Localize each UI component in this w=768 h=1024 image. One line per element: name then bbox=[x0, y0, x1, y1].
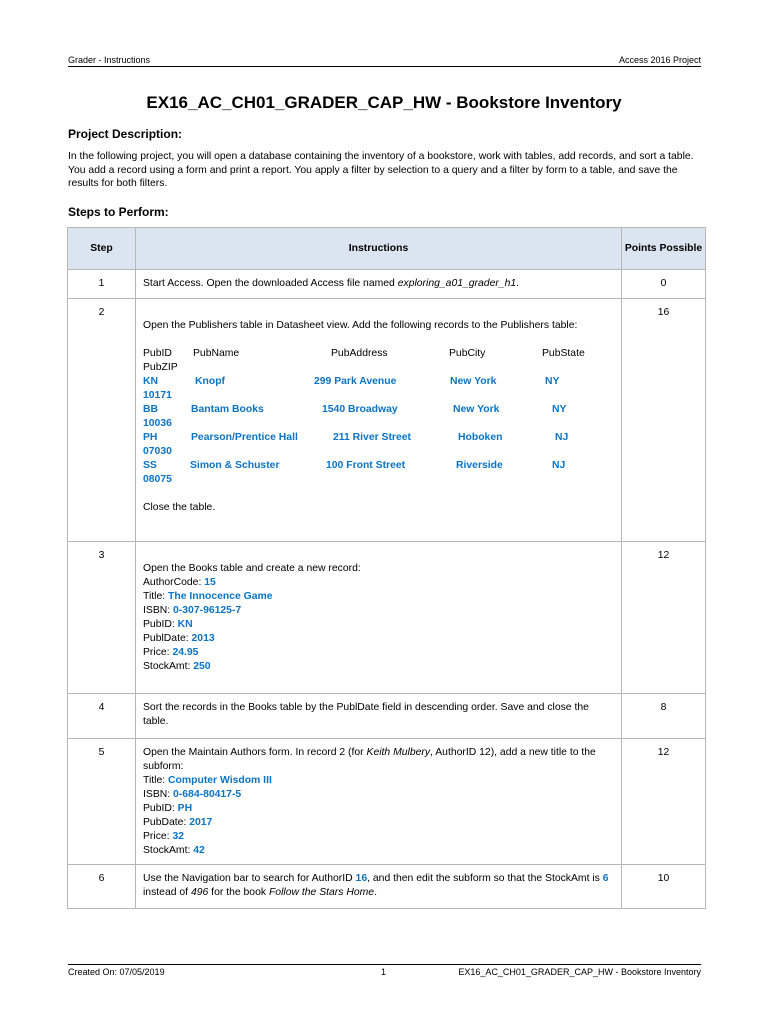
step-number: 3 bbox=[68, 542, 136, 694]
field-line: PubDate: 2017 bbox=[143, 817, 213, 828]
column-label: PubState bbox=[542, 348, 585, 359]
header-step: Step bbox=[68, 228, 136, 270]
column-label: PubID bbox=[143, 348, 172, 359]
field-line: Price: 24.95 bbox=[143, 647, 199, 658]
file-name: exploring_a01_grader_h1 bbox=[397, 278, 517, 289]
table-row bbox=[68, 694, 706, 739]
pub-city: New York bbox=[450, 376, 497, 387]
pub-id: BB bbox=[143, 404, 159, 415]
pub-state: NJ bbox=[552, 460, 566, 471]
field-value: PH bbox=[177, 803, 193, 814]
instruction-text: Open the Publishers table in Datasheet view. Add the following records to the Publishers table: bbox=[143, 320, 578, 331]
field-value: Computer Wisdom III bbox=[168, 775, 272, 786]
pub-zip: 08075 bbox=[143, 474, 172, 485]
pub-zip: 10036 bbox=[143, 418, 172, 429]
table-row bbox=[68, 270, 706, 299]
pub-state: NY bbox=[545, 376, 560, 387]
footer-page-number: 1 bbox=[381, 967, 387, 977]
pub-name: Simon & Schuster bbox=[190, 460, 280, 471]
pub-city: Riverside bbox=[456, 460, 503, 471]
footer-document-name: EX16_AC_CH01_GRADER_CAP_HW - Bookstore Inventory bbox=[458, 967, 701, 977]
step-instructions bbox=[136, 542, 622, 694]
field-line: Title: Computer Wisdom III bbox=[143, 775, 272, 786]
step-number: 1 bbox=[68, 270, 136, 299]
header-points: Points Possible bbox=[622, 228, 706, 270]
step-points: 0 bbox=[622, 270, 706, 299]
pub-id: KN bbox=[143, 376, 159, 387]
field-line: AuthorCode: 15 bbox=[143, 577, 216, 588]
book-title: Follow the Stars Home bbox=[268, 887, 375, 898]
field-line: StockAmt: 250 bbox=[143, 661, 211, 672]
column-label: PubName bbox=[193, 348, 240, 359]
header-left: Grader - Instructions bbox=[68, 55, 151, 65]
pub-address: 1540 Broadway bbox=[322, 404, 398, 415]
author-id-value: 16 bbox=[355, 873, 368, 884]
field-line: Price: 32 bbox=[143, 831, 185, 842]
publisher-record bbox=[143, 459, 614, 473]
document-title: EX16_AC_CH01_GRADER_CAP_HW - Bookstore Inventory bbox=[146, 93, 622, 112]
pub-id: SS bbox=[143, 460, 157, 471]
step-number: 4 bbox=[68, 694, 136, 739]
pub-address: 211 River Street bbox=[333, 432, 411, 443]
project-description-text: In the following project, you will open a database containing the inventory of a bookstore, work with tables, add records, and sort a table. You add a record using a form and print a report. You apply a filter by selection to a query and a filter by form to a table, and save the results for both filters. bbox=[68, 151, 694, 190]
field-value: 32 bbox=[172, 831, 185, 842]
step-points: 10 bbox=[622, 865, 706, 909]
field-line: Title: The Innocence Game bbox=[143, 591, 273, 602]
field-line: ISBN: 0-684-80417-5 bbox=[143, 789, 242, 800]
field-line: StockAmt: 42 bbox=[143, 845, 205, 856]
step-instructions bbox=[136, 299, 622, 542]
stock-value: 6 bbox=[602, 873, 609, 884]
field-value: 0-684-80417-5 bbox=[173, 789, 242, 800]
instruction-text: Close the table. bbox=[143, 502, 216, 513]
page-footer bbox=[68, 964, 701, 977]
step-instructions: Use the Navigation bar to search for AuthorID 16, and then edit the subform so that the StockAmt is 6 instead of 496 for the book Follow the Stars Home. bbox=[136, 865, 622, 909]
publisher-columns bbox=[143, 347, 614, 361]
column-label: PubCity bbox=[449, 348, 486, 359]
table-row bbox=[68, 739, 706, 865]
field-value: 250 bbox=[193, 661, 211, 672]
field-line: ISBN: 0-307-96125-7 bbox=[143, 605, 242, 616]
table-row bbox=[68, 299, 706, 542]
field-value: 2017 bbox=[189, 817, 213, 828]
field-line: PublDate: 2013 bbox=[143, 633, 215, 644]
column-label: PubZIP bbox=[143, 362, 178, 373]
header-instructions: Instructions bbox=[136, 228, 622, 270]
steps-table bbox=[67, 227, 706, 909]
instruction-text: . bbox=[516, 278, 520, 289]
pub-name: Pearson/Prentice Hall bbox=[191, 432, 298, 443]
instruction-text: Open the Books table and create a new record: bbox=[143, 563, 361, 574]
column-label: PubAddress bbox=[331, 348, 388, 359]
pub-city: Hoboken bbox=[458, 432, 503, 443]
step-points: 12 bbox=[622, 739, 706, 865]
step-points: 16 bbox=[622, 299, 706, 542]
pub-name: Knopf bbox=[195, 376, 226, 387]
table-header-row bbox=[68, 228, 706, 270]
table-row bbox=[68, 865, 706, 909]
footer-created-on: Created On: 07/05/2019 bbox=[68, 967, 165, 977]
field-line: PubID: PH bbox=[143, 803, 193, 814]
field-value: 0-307-96125-7 bbox=[173, 605, 242, 616]
pub-zip: 07030 bbox=[143, 446, 172, 457]
pub-city: New York bbox=[453, 404, 500, 415]
table-row bbox=[68, 542, 706, 694]
field-value: 24.95 bbox=[172, 647, 199, 658]
pub-state: NJ bbox=[555, 432, 569, 443]
field-value: 2013 bbox=[191, 633, 215, 644]
author-name: Keith Mulbery bbox=[366, 747, 431, 758]
publisher-record bbox=[143, 375, 614, 389]
instruction-text: Start Access. Open the downloaded Access file named bbox=[143, 278, 398, 289]
instruction-text: Open the Maintain Authors form. In record 2 (for Keith Mulbery, AuthorID 12), add a new title to the subform: bbox=[143, 747, 596, 772]
old-stock-value: 496 bbox=[190, 887, 209, 898]
field-value: KN bbox=[177, 619, 193, 630]
pub-id: PH bbox=[143, 432, 158, 443]
step-instructions: Sort the records in the Books table by the PublDate field in descending order. Save and close the table. bbox=[136, 694, 622, 739]
field-line: PubID: KN bbox=[143, 619, 193, 630]
pub-zip: 10171 bbox=[143, 390, 172, 401]
step-points: 12 bbox=[622, 542, 706, 694]
field-value: 15 bbox=[204, 577, 216, 588]
step-number: 5 bbox=[68, 739, 136, 865]
pub-address: 100 Front Street bbox=[326, 460, 406, 471]
pub-state: NY bbox=[552, 404, 567, 415]
pub-name: Bantam Books bbox=[191, 404, 264, 415]
step-number: 2 bbox=[68, 299, 136, 542]
step-number: 6 bbox=[68, 865, 136, 909]
project-description-heading: Project Description: bbox=[68, 127, 183, 141]
pub-address: 299 Park Avenue bbox=[314, 376, 397, 387]
field-value: 42 bbox=[193, 845, 205, 856]
header-right: Access 2016 Project bbox=[618, 55, 701, 65]
step-points: 8 bbox=[622, 694, 706, 739]
field-value: The Innocence Game bbox=[168, 591, 273, 602]
publisher-record bbox=[143, 431, 614, 445]
steps-heading: Steps to Perform: bbox=[68, 205, 169, 219]
publisher-record bbox=[143, 403, 614, 417]
step-instructions bbox=[136, 270, 622, 299]
page-header bbox=[68, 55, 701, 67]
step-instructions bbox=[136, 739, 622, 865]
